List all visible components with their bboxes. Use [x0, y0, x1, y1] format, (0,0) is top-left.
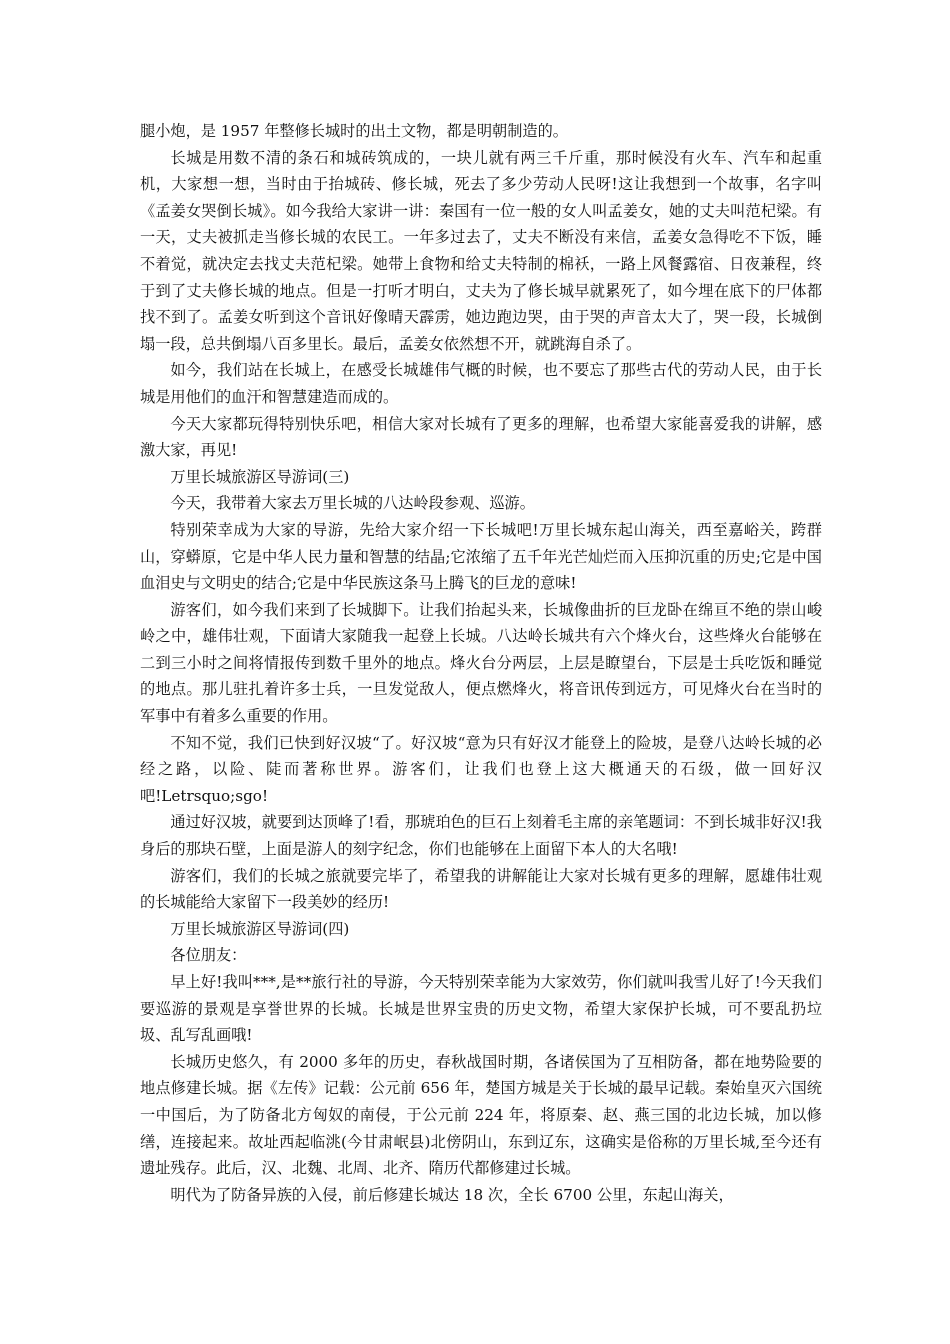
document-page — [140, 118, 822, 1208]
section-heading: 万里长城旅游区导游词(三) — [170, 467, 350, 486]
paragraph: 通过好汉坡，就要到达顶峰了!看，那琥珀色的巨石上刻着毛主席的亲笔题词：不到长城非好汉!我身后的那块石壁，上面是游人的刻字纪念，你们也能够在上面留下本人的大名哦! — [140, 813, 822, 859]
paragraph: 今天大家都玩得特别快乐吧，相信大家对长城有了更多的理解，也希望大家能喜爱我的讲解，感激大家，再见! — [140, 414, 822, 460]
paragraph: 各位朋友： — [170, 946, 247, 965]
paragraph: 游客们，如今我们来到了长城脚下。让我们抬起头来，长城像曲折的巨龙卧在绵亘不绝的崇山峻岭之中，雄伟壮观，下面请大家随我一起登上长城。八达岭长城共有六个烽火台，这些烽火台能够在二到三小时之间将情报传到数千里外的地点。烽火台分两层，上层是瞭望台，下层是士兵吃饭和睡觉的地点。那儿驻扎着许多士兵，一旦发觉敌人，便点燃烽火，将音讯传到远方，可见烽火台在当时的军事中有着多么重要的作用。 — [140, 600, 822, 726]
paragraph: 早上好!我叫***,是**旅行社的导游，今天特别荣幸能为大家效劳，你们就叫我雪儿好了!今天我们要巡游的景观是享誉世界的长城。长城是世界宝贵的历史文物，希望大家保护长城，可不要乱扔垃圾、乱写乱画哦! — [140, 973, 822, 1045]
paragraph: 如今，我们站在长城上，在感受长城雄伟气概的时候，也不要忘了那些古代的劳动人民，由于长城是用他们的血汗和智慧建造而成的。 — [140, 361, 822, 406]
paragraph: 不知不觉，我们已快到好汉坡“了。好汉坡“意为只有好汉才能登上的险坡，是登八达岭长城的必经之路，以险、陡而著称世界。游客们，让我们也登上这大概通天的石级，做一回好汉吧!Letrsquo;sgo! — [140, 733, 822, 805]
paragraph: 腿小炮，是 1957 年整修长城时的出土文物，都是明朝制造的。 — [140, 122, 568, 140]
section-heading: 万里长城旅游区导游词(四) — [170, 919, 350, 938]
paragraph: 特别荣幸成为大家的导游，先给大家介绍一下长城吧!万里长城东起山海关，西至嘉峪关，跨群山，穿蟒原，它是中华人民力量和智慧的结晶;它浓缩了五千年光芒灿烂而入压抑沉重的历史;它是中国血泪史与文明史的结合;它是中华民族这条马上腾飞的巨龙的意味! — [140, 520, 822, 593]
paragraph: 明代为了防备异族的入侵，前后修建长城达 18 次，全长 6700 公里，东起山海关， — [170, 1185, 734, 1204]
paragraph: 游客们，我们的长城之旅就要完毕了，希望我的讲解能让大家对长城有更多的理解，愿雄伟壮观的长城能给大家留下一段美妙的经历! — [140, 866, 822, 912]
paragraph: 长城是用数不清的条石和城砖筑成的，一块儿就有两三千斤重，那时候没有火车、汽车和起重机，大家想一想，当时由于抬城砖、修长城，死去了多少劳动人民呀!这让我想到一个故事，名字叫《孟姜女哭倒长城》。如今我给大家讲一讲：秦国有一位一般的女人叫孟姜女，她的丈夫叫范杞梁。有一天，丈夫被抓走当修长城的农民工。一年多过去了，丈夫不断没有来信，孟姜女急得吃不下饭，睡不着觉，就决定去找丈夫范杞梁。她带上食物和给丈夫特制的棉袄，一路上风餐露宿、日夜兼程，终于到了丈夫修长城的地点。但是一打听才明白，丈夫为了修长城早就累死了，如今埋在底下的尸体都找不到了。孟姜女听到这个音讯好像晴天霹雳，她边跑边哭，由于哭的声音太大了，哭一段，长城倒塌一段，总共倒塌八百多里长。最后，孟姜女依然想不开，就跳海自杀了。 — [140, 148, 822, 353]
paragraph: 长城历史悠久，有 2000 多年的历史，春秋战国时期，各诸侯国为了互相防备，都在地势险要的地点修建长城。据《左传》记载：公元前 656 年，楚国方城是关于长城的最早记载。秦始皇灭六国统一中国后，为了防备北方匈奴的南侵，于公元前 224 年，将原秦、赵、燕三国的北边长城，加以修缮，连接起来。故址西起临洮(今甘肃岷县)北傍阴山，东到辽东，这确实是俗称的万里长城,至今还有遗址残存。此后，汉、北魏、北周、北齐、隋历代都修建过长城。 — [140, 1052, 822, 1178]
paragraph: 今天，我带着大家去万里长城的八达岭段参观、巡游。 — [170, 494, 535, 513]
